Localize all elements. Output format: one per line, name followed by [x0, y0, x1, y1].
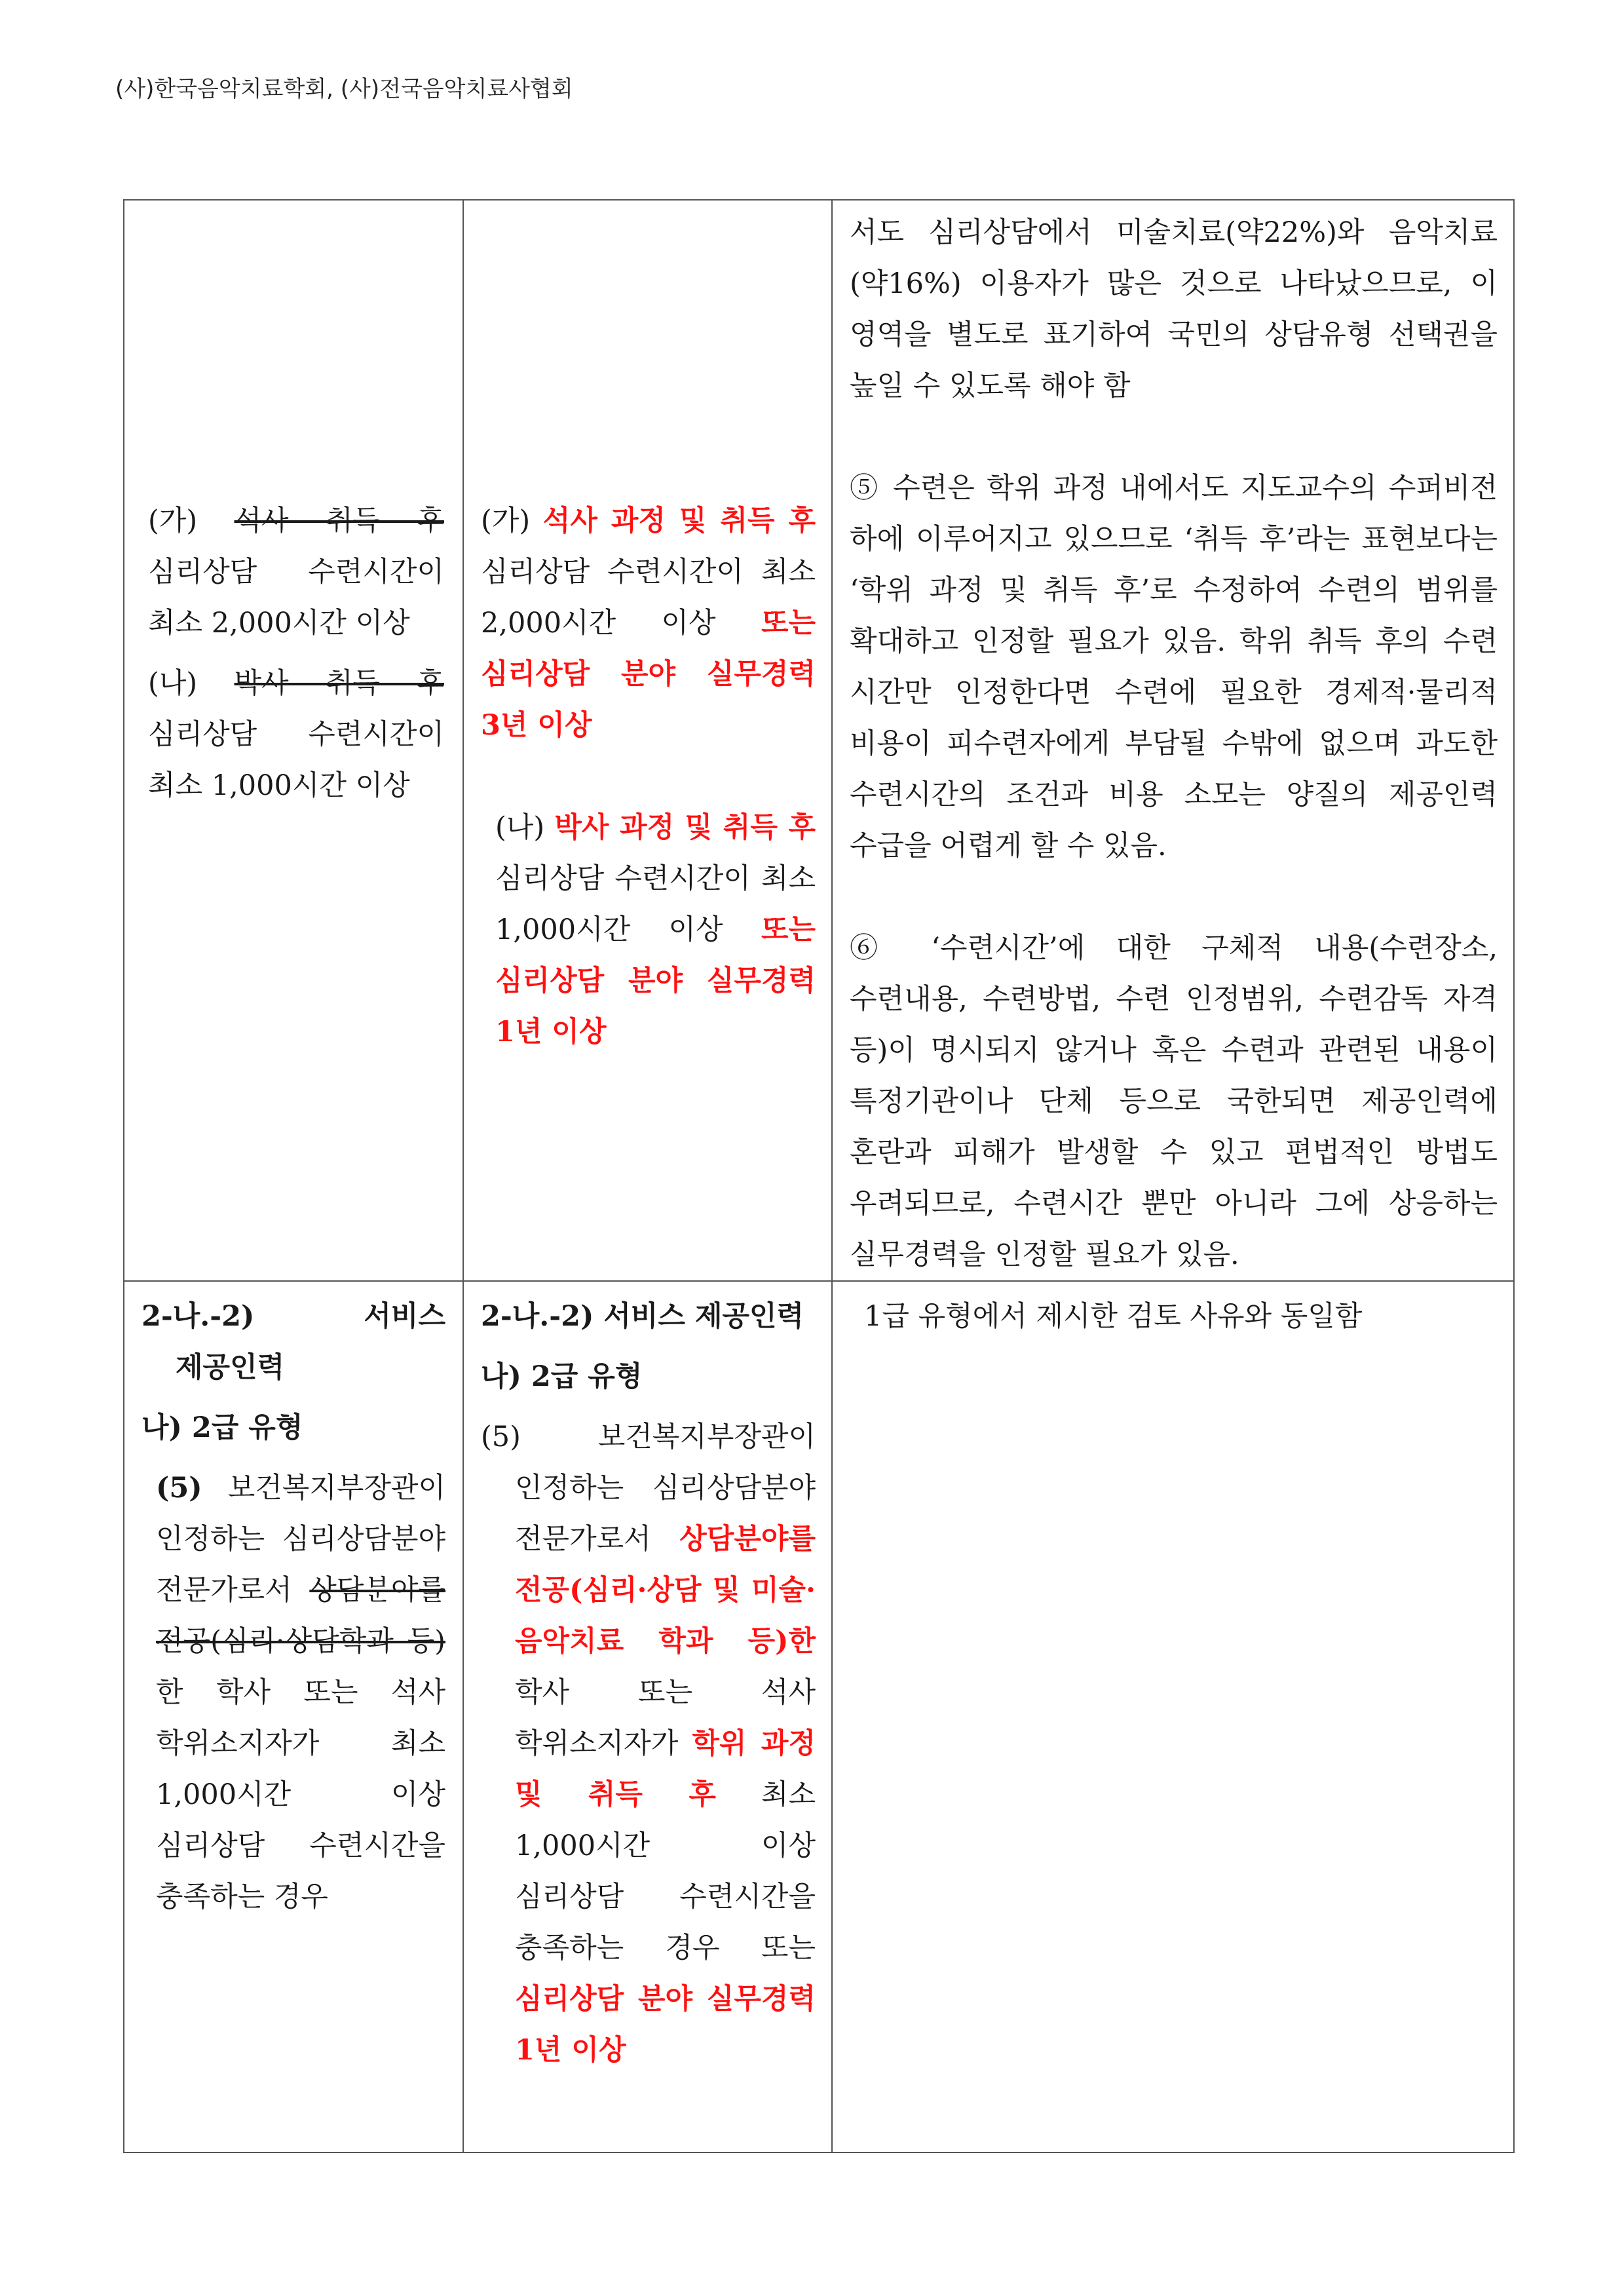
revised-text: 박사 과정 및 취득 후 [554, 811, 816, 844]
revised-text: 상담분야를 전공(심리·상담 및 미술·음악치료 학과 등)한 [515, 1523, 816, 1658]
table-row [124, 1281, 1514, 2152]
document-header: (사)한국음악치료학회, (사)전국음악치료사협회 [115, 76, 573, 102]
struck-text: 석사 취득 후 [234, 505, 444, 537]
proposal-a: (가) 석사 과정 및 취득 후 심리상담 수련시간이 최소 2,000시간 이상 또는 심리상담 분야 실무경력 3년 이상 [481, 505, 816, 742]
review-reason-cell [832, 1281, 1514, 2152]
reason-continued: 서도 심리상담에서 미술치료(약22%)와 음악치료(약16%) 이용자가 많은 것으로 나타났으므로, 이 영역을 별도로 표기하여 국민의 상담유형 선택권을 높일 수 있도록 해야 함 [850, 216, 1498, 402]
proposed-provision-cell [463, 200, 832, 1281]
revised-text: 학위 과정 및 취득 후 [515, 1727, 816, 1811]
provision-5: (5) 보건복지부장관이 인정하는 심리상담분야 전문가로서 상담분야를 전공(심리·상담학과 등)한 학사 또는 석사 학위소지자가 최소 1,000시간 이상 심리상담 수련시간을 충족하는 경우 [156, 1472, 445, 1913]
section-heading: 2-나.-2) 서비스 제공인력 [481, 1300, 804, 1333]
current-provision-cell [124, 1281, 463, 2152]
reason-5: ⑤ 수련은 학위 과정 내에서도 지도교수의 수퍼비전 하에 이루어지고 있으므로 ‘취득 후’라는 표현보다는 ‘학위 과정 및 취득 후’로 수정하여 수련의 범위를 확대하고 인정할 필요가 있음. 학위 취득 후의 수련 시간만 인정한다면 수련에 필요한 경제적·물리적 비용이 피수련자에게 부담될 수밖에 없으며 과도한 수련시간의 조건과 비용 소모는 양질의 제공인력 수급을 어렵게 할 수 있음. [850, 472, 1498, 862]
provision-b: (나) 박사 취득 후 심리상담 수련시간이 최소 1,000시간 이상 [148, 667, 444, 802]
proposal-5: (5) 보건복지부장관이 인정하는 심리상담분야 전문가로서 상담분야를 전공(심리·상담 및 미술·음악치료 학과 등)한 학사 또는 석사 학위소지자가 학위 과정 및 취득 후 최소 1,000시간 이상 심리상담 수련시간을 충족하는 경우 또는 심리상담 분야 실무경력 1년 이상 [481, 1421, 816, 2067]
revised-text: 또는 심리상담 분야 실무경력 1년 이상 [495, 913, 816, 1048]
revised-text: 심리상담 분야 실무경력 1년 이상 [515, 1983, 816, 2067]
struck-text: 상담분야를 전공(심리·상담학과 등) [156, 1574, 445, 1658]
revised-text: 또는 심리상담 분야 실무경력 3년 이상 [481, 607, 816, 742]
section-subheading: 나) 2급 유형 [142, 1411, 303, 1444]
reason-same: 1급 유형에서 제시한 검토 사유와 동일함 [864, 1300, 1363, 1333]
review-reason-cell [832, 200, 1514, 1281]
revised-text: 석사 과정 및 취득 후 [542, 505, 816, 537]
table-row [124, 200, 1514, 1281]
provision-a: (가) 석사 취득 후 심리상담 수련시간이 최소 2,000시간 이상 [148, 505, 444, 640]
proposed-provision-cell [463, 1281, 832, 2152]
section-subheading: 나) 2급 유형 [481, 1360, 643, 1393]
struck-text: 박사 취득 후 [234, 667, 444, 700]
current-provision-cell [124, 200, 463, 1281]
reason-6: ⑥ ‘수련시간’에 대한 구체적 내용(수련장소, 수련내용, 수련방법, 수련 인정범위, 수련감독 자격 등)이 명시되지 않거나 혹은 수련과 관련된 내용이 특정기관이나 단체 등으로 국한되면 제공인력에 혼란과 피해가 발생할 수 있고 편법적인 방법도 우려되므로, 수련시간 뿐만 아니라 그에 상응하는 실무경력을 인정할 필요가 있음. [850, 932, 1498, 1271]
comparison-table [123, 199, 1515, 2153]
section-heading: 2-나.-2) 서비스 제공인력 [142, 1300, 445, 1384]
proposal-b: (나) 박사 과정 및 취득 후 심리상담 수련시간이 최소 1,000시간 이상 또는 심리상담 분야 실무경력 1년 이상 [495, 811, 816, 1048]
